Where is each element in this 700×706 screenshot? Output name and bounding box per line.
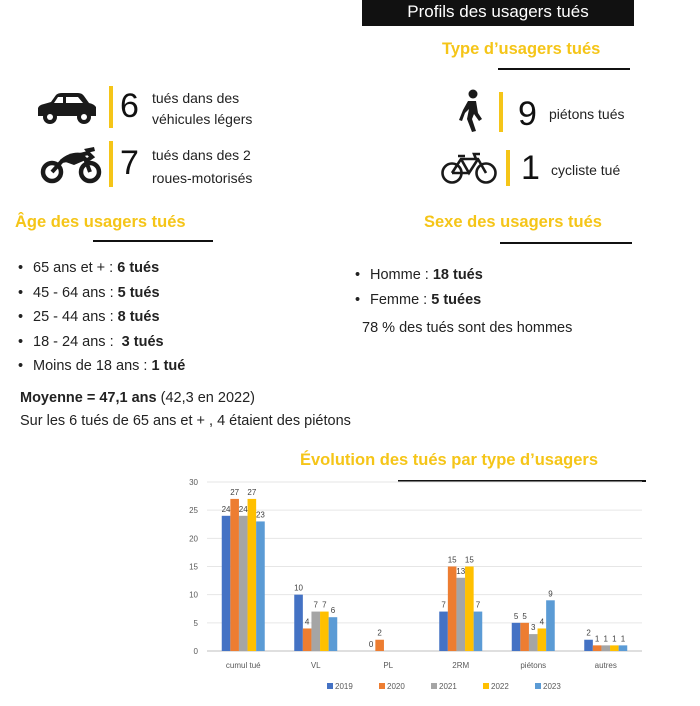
- page-title-banner: Profils des usagers tués: [362, 0, 634, 26]
- sex-section-title: Sexe des usagers tués: [424, 213, 602, 231]
- y-tick-label: 25: [189, 506, 198, 516]
- data-label: 2: [377, 628, 382, 638]
- list-item: • Femme : 5 tuées: [355, 288, 483, 313]
- x-tick-label: piétons: [520, 661, 547, 670]
- data-label: 7: [313, 600, 318, 610]
- sex-note: 78 % des tués sont des hommes: [362, 320, 573, 336]
- y-tick-label: 20: [189, 534, 198, 544]
- data-label: 9: [548, 589, 553, 599]
- bar: [593, 645, 602, 651]
- y-tick-label: 30: [189, 478, 198, 487]
- x-tick-label: 2RM: [452, 661, 470, 670]
- moto-count: 7: [120, 144, 139, 182]
- bar: [529, 634, 538, 651]
- bar: [546, 600, 555, 651]
- bar: [448, 567, 457, 652]
- data-label: 4: [539, 617, 545, 627]
- data-label: 1: [603, 634, 608, 644]
- data-label: 2: [586, 628, 591, 638]
- age-note: Sur les 6 tués de 65 ans et + , 4 étaient des piétons: [20, 413, 351, 429]
- bar: [584, 640, 593, 651]
- bar: [256, 521, 265, 651]
- bar: [222, 516, 231, 651]
- data-label: 3: [531, 623, 536, 633]
- bar: [474, 612, 483, 651]
- legend-swatch: [431, 683, 437, 689]
- pedestrians-count: 9: [518, 95, 537, 133]
- moto-label-line2: roues-motorisés: [152, 170, 253, 186]
- vehicles-label-line2: véhicules légers: [152, 111, 253, 127]
- list-item: • 18 - 24 ans : 3 tués: [18, 330, 185, 355]
- data-label: 27: [230, 487, 240, 497]
- data-label: 5: [513, 611, 519, 621]
- moto-label-line1: tués dans des 2: [152, 147, 251, 163]
- bar: [538, 628, 547, 651]
- y-tick-label: 5: [193, 618, 198, 628]
- y-tick-label: 15: [189, 562, 198, 572]
- vehicles-count: 6: [120, 87, 139, 125]
- y-tick-label: 10: [189, 590, 198, 600]
- data-label: 15: [464, 555, 474, 565]
- data-label: 1: [620, 634, 626, 644]
- vehicles-label-line1: tués dans des: [152, 90, 240, 106]
- cyclist-label: cycliste tué: [551, 162, 621, 178]
- type-section-title: Type d’usagers tués: [442, 40, 601, 58]
- bar: [465, 567, 474, 652]
- legend-label: 2022: [491, 682, 509, 691]
- data-label: 10: [294, 583, 304, 593]
- bar: [239, 516, 248, 651]
- bar: [320, 612, 329, 651]
- legend-swatch: [379, 683, 385, 689]
- cyclist-count: 1: [521, 149, 540, 187]
- data-label: 7: [475, 600, 481, 610]
- list-item: • 25 - 44 ans : 8 tués: [18, 305, 185, 330]
- data-label: 23: [255, 510, 265, 520]
- data-label: 24: [238, 504, 248, 514]
- bar: [619, 645, 628, 651]
- list-item: • Moins de 18 ans : 1 tué: [18, 354, 185, 379]
- legend-label: 2020: [387, 682, 405, 691]
- x-tick-label: autres: [594, 661, 617, 670]
- bar: [294, 595, 303, 651]
- bar: [512, 623, 521, 651]
- x-tick-label: PL: [383, 661, 394, 670]
- data-label: 27: [247, 487, 257, 497]
- bar: [601, 645, 610, 651]
- bar: [303, 628, 312, 651]
- bar: [311, 612, 320, 651]
- y-tick-label: 0: [193, 647, 198, 656]
- data-label: 4: [304, 617, 310, 627]
- x-tick-label: VL: [310, 661, 321, 670]
- pedestrians-label: piétons tués: [549, 106, 625, 122]
- legend-label: 2019: [335, 682, 353, 691]
- chart-title: Évolution des tués par type d’usagers: [300, 451, 598, 469]
- data-label: 5: [522, 611, 527, 621]
- data-label: 0: [368, 640, 374, 649]
- bar: [520, 623, 529, 651]
- list-item: • Homme : 18 tués: [355, 263, 483, 288]
- legend-label: 2023: [543, 682, 561, 691]
- legend-swatch: [327, 683, 333, 689]
- bar: [375, 640, 384, 651]
- data-label: 6: [330, 606, 336, 616]
- data-label: 13: [456, 566, 466, 576]
- bar: [329, 617, 338, 651]
- data-label: 1: [594, 634, 600, 644]
- data-label: 24: [221, 504, 231, 514]
- bar: [248, 499, 257, 651]
- average-age: Moyenne = 47,1 ans (42,3 en 2022): [20, 390, 255, 406]
- list-item: • 65 ans et + : 6 tués: [18, 256, 185, 281]
- data-label: 7: [441, 600, 446, 610]
- data-label: 7: [322, 600, 327, 610]
- legend-label: 2021: [439, 682, 457, 691]
- legend-swatch: [483, 683, 489, 689]
- age-section-title: Âge des usagers tués: [15, 213, 186, 231]
- bar: [456, 578, 465, 651]
- data-label: 15: [447, 555, 457, 565]
- x-tick-label: cumul tué: [225, 661, 261, 670]
- list-item: • 45 - 64 ans : 5 tués: [18, 281, 185, 306]
- bar: [439, 612, 448, 651]
- data-label: 1: [612, 634, 617, 644]
- bar: [230, 499, 239, 651]
- legend-swatch: [535, 683, 541, 689]
- bar: [610, 645, 619, 651]
